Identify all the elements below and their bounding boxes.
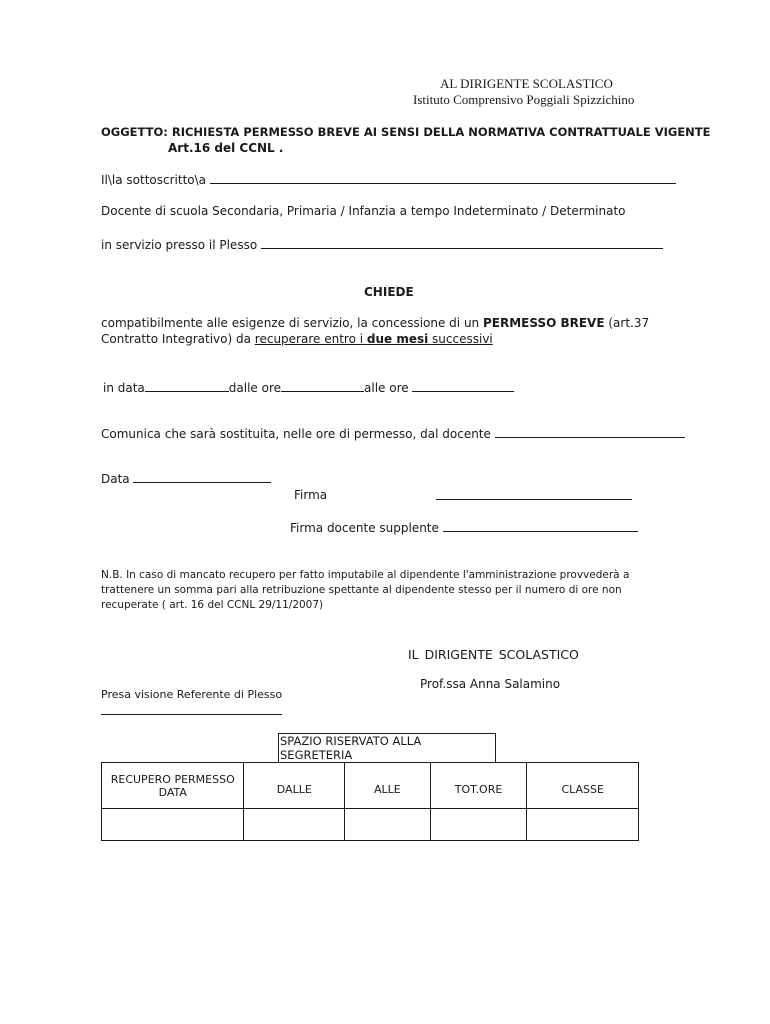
note-line-1: N.B. In caso di mancato recupero per fatto imputabile al dipendente l'amministrazione provvederà a xyxy=(101,569,630,581)
subject-line-2: Art.16 del CCNL . xyxy=(168,141,284,155)
column-header: DALLE xyxy=(244,763,345,809)
substitute-signature-blank[interactable] xyxy=(443,520,638,532)
request-paragraph-line-2 xyxy=(101,332,493,346)
undersigned-label: Il\la sottoscritto\a xyxy=(101,173,207,187)
table-cell[interactable] xyxy=(244,809,345,841)
request-text: compatibilmente alle esigenze di servizio, la concessione di un xyxy=(101,316,483,330)
secretary-table xyxy=(101,762,639,841)
in-data-blank[interactable] xyxy=(145,380,229,392)
undersigned-blank[interactable] xyxy=(210,172,676,184)
table-row xyxy=(102,809,639,841)
service-blank[interactable] xyxy=(261,237,663,249)
column-header: CLASSE xyxy=(527,763,639,809)
request-text: (art.37 xyxy=(604,316,650,330)
service-field xyxy=(101,237,663,252)
recovery-period: due mesi xyxy=(366,332,429,346)
director-name: Prof.ssa Anna Salamino xyxy=(420,677,561,691)
teacher-type-line: Docente di scuola Secondaria, Primaria / Infanzia a tempo Indeterminato / Determinato xyxy=(101,204,626,218)
request-heading: CHIEDE xyxy=(364,285,414,299)
table-cell[interactable] xyxy=(345,809,431,841)
secretary-box-title: SPAZIO RISERVATO ALLA SEGRETERIA xyxy=(278,733,496,762)
date-blank[interactable] xyxy=(133,471,271,483)
recovery-text: successivi xyxy=(428,332,493,346)
in-data-label: in data xyxy=(103,381,145,395)
date-label: Data xyxy=(101,472,130,486)
signature-blank[interactable] xyxy=(436,488,632,500)
referente-blank[interactable] xyxy=(101,703,282,715)
undersigned-field xyxy=(101,172,676,187)
dalle-ore-label: dalle ore xyxy=(228,381,282,395)
director-title: IL DIRIGENTE SCOLASTICO xyxy=(408,647,579,662)
subject-line-1: OGGETTO: RICHIESTA PERMESSO BREVE AI SENSI DELLA NORMATIVA CONTRATTUALE VIGENTE xyxy=(101,125,711,139)
referente-label: Presa visione Referente di Plesso xyxy=(101,688,283,701)
date-field xyxy=(101,471,271,486)
school-name: Istituto Comprensivo Poggiali Spizzichino xyxy=(413,92,635,107)
alle-ore-label: alle ore xyxy=(364,381,409,395)
substitute-signature-field xyxy=(290,520,638,535)
alle-ore-blank[interactable] xyxy=(412,380,514,392)
table-header-row xyxy=(102,763,639,809)
substitute-signature-label: Firma docente supplente xyxy=(290,521,439,535)
substitute-field xyxy=(101,426,685,441)
dalle-ore-blank[interactable] xyxy=(281,380,364,392)
request-paragraph-line-1 xyxy=(101,316,649,330)
note-line-2: trattenere un somma pari alla retribuzione spettante al dipendente stesso per il numero di ore non xyxy=(101,584,622,596)
table-cell[interactable] xyxy=(102,809,244,841)
substitute-blank[interactable] xyxy=(495,426,685,438)
substitute-label: Comunica che sarà sostituita, nelle ore di permesso, dal docente xyxy=(101,427,491,441)
recipient-title: AL DIRIGENTE SCOLASTICO xyxy=(440,76,613,91)
date-time-fields xyxy=(103,380,514,395)
service-label: in servizio presso il Plesso xyxy=(101,238,258,252)
signature-label: Firma xyxy=(294,488,328,502)
table-cell[interactable] xyxy=(430,809,527,841)
permit-type: PERMESSO BREVE xyxy=(482,316,605,330)
request-text: Contratto Integrativo) da xyxy=(101,332,255,346)
column-header: TOT.ORE xyxy=(430,763,527,809)
column-header: RECUPERO PERMESSO DATA xyxy=(102,763,244,809)
note-line-3: recuperate ( art. 16 del CCNL 29/11/2007) xyxy=(101,599,324,611)
column-header: ALLE xyxy=(345,763,431,809)
recovery-text: recuperare entro i xyxy=(254,332,367,346)
table-cell[interactable] xyxy=(527,809,639,841)
